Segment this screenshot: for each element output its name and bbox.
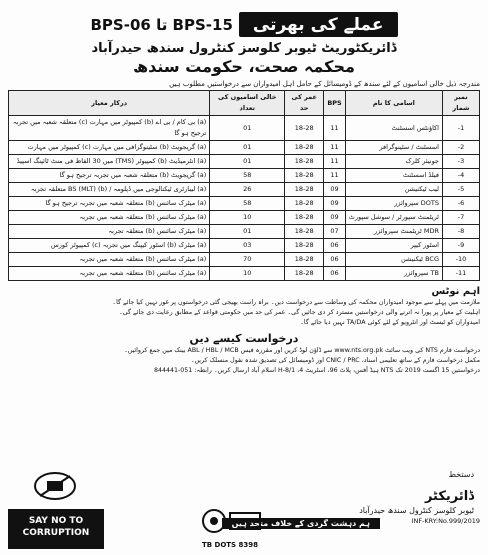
cell-count: 01 — [210, 155, 285, 169]
notes-title: اہم نوٹس — [431, 286, 480, 297]
cell-no: 11- — [442, 267, 479, 281]
footer — [8, 469, 480, 549]
cell-criteria: (a) انٹرمیڈیٹ (b) کمپیوٹر (TMS) میں 30 الفاظ فی منٹ ٹائپنگ اسپیڈ — [9, 155, 210, 169]
office-name: ڈائریکٹوریٹ ٹیوبر کلوسز کنٹرول سندھ حیدرآباد — [91, 41, 397, 56]
cell-age: 18-28 — [285, 225, 324, 239]
cell-bps: 09 — [324, 183, 345, 197]
cell-age: 18-28 — [285, 253, 324, 267]
list-item: مکمل درخواست فارم کے ساتھ تعلیمی اسناد، CNIC / PRC اور ڈومیسائل کی تصدیق شدہ نقول منسلک کریں۔ — [190, 357, 480, 364]
table-row — [9, 211, 480, 225]
cell-criteria: (a) بی کام / بی اے (b) کمپیوٹر میں مہارت (c) متعلقہ شعبہ میں تجربہ ترجیح ہو گا — [9, 116, 210, 141]
cell-bps: 06 — [324, 253, 345, 267]
intro-text: مندرجہ ذیل خالی اسامیوں کے لئے سندھ کے ڈومیسائل کے حامل اہل امیدواران سے درخواستیں مطلوب ہیں — [169, 80, 480, 88]
cell-bps: 09 — [324, 211, 345, 225]
cell-age: 18-28 — [285, 116, 324, 141]
cell-count: 01 — [210, 225, 285, 239]
title-band — [8, 12, 480, 37]
cell-bps: 11 — [324, 141, 345, 155]
table-row — [9, 253, 480, 267]
cell-criteria: (a) لیبارٹری ٹیکنالوجی میں ڈپلومہ / BS (MLT) (b) متعلقہ تجربہ — [9, 183, 210, 197]
cell-age: 18-28 — [285, 141, 324, 155]
cell-criteria: (a) میٹرک (b) اسٹور کیپنگ میں تجربہ (c) کمپیوٹر کورس — [9, 239, 210, 253]
cell-post: اسسٹنٹ / سٹینوگرافر — [345, 141, 442, 155]
cell-bps: 09 — [324, 197, 345, 211]
cell-post: فیلڈ اسسٹنٹ — [345, 169, 442, 183]
title-grades: BPS-06 تا BPS-15 — [90, 15, 233, 34]
cell-count: 58 — [210, 197, 285, 211]
cell-no: 5- — [442, 183, 479, 197]
cell-criteria: (a) میٹرک سائنس (b) متعلقہ شعبہ میں تجربہ — [9, 211, 210, 225]
slogan-banner: ہم دہشت گردی کے خلاف متحد ہیں — [222, 518, 380, 529]
cell-criteria: (a) میٹرک سائنس (b) متعلقہ شعبہ میں تجربہ ترجیح ہو گا — [9, 197, 210, 211]
cell-post: BCG ٹیکنیشن — [345, 253, 442, 267]
cell-post: ٹریٹمنٹ سپورٹر / سوشل سپورٹ — [345, 211, 442, 225]
cell-age: 18-28 — [285, 169, 324, 183]
apply-list — [8, 346, 480, 375]
cell-no: 4- — [442, 169, 479, 183]
table-header-row — [9, 91, 480, 116]
cell-bps: 11 — [324, 169, 345, 183]
cell-age: 18-28 — [285, 211, 324, 225]
table-row — [9, 169, 480, 183]
cell-criteria: (a) میٹرک سائنس (b) متعلقہ شعبہ میں تجربہ — [9, 267, 210, 281]
jobs-table — [8, 90, 480, 281]
cell-bps: 07 — [324, 225, 345, 239]
header-age: عمر کی حد — [285, 91, 324, 116]
cell-no: 7- — [442, 211, 479, 225]
cell-bps: 11 — [324, 155, 345, 169]
table-row — [9, 116, 480, 141]
no-corruption-badge: SAY NO TO CORRUPTION — [8, 509, 104, 549]
header-no: نمبر شمار — [442, 91, 479, 116]
notes-list — [8, 298, 480, 327]
cell-post: اسٹور کیپر — [345, 239, 442, 253]
cell-age: 18-28 — [285, 197, 324, 211]
list-item: اہلیت کے معیار پر پورا نہ اترنے والی درخواستیں مسترد کر دی جائیں گی۔ عمر کی حد میں حکومتی قواعد کے مطابق رعایت دی جائے گی۔ — [119, 309, 480, 316]
cell-no: 9- — [442, 239, 479, 253]
cell-criteria: (a) میٹرک سائنس (b) متعلقہ تجربہ — [9, 225, 210, 239]
table-body — [9, 116, 480, 281]
reference-number: INF-KRY:No.999/2019 — [411, 517, 480, 525]
cell-count: 58 — [210, 169, 285, 183]
cell-age: 18-28 — [285, 267, 324, 281]
table-row — [9, 239, 480, 253]
cell-no: 3- — [442, 155, 479, 169]
cell-criteria: (a) گریجویٹ (b) سٹینوگرافی میں مہارت (c) کمپیوٹر میں مہارت — [9, 141, 210, 155]
cell-post: اکاؤنٹس اسسٹنٹ — [345, 116, 442, 141]
cell-count: 01 — [210, 116, 285, 141]
cell-post: MDR ٹریٹمنٹ سپروائزر — [345, 225, 442, 239]
signature-label: دستخط — [448, 470, 474, 479]
cell-criteria: (a) گریجویٹ (b) متعلقہ شعبہ میں تجربہ ترجیح ہو گا — [9, 169, 210, 183]
table-row — [9, 141, 480, 155]
apply-title: درخواست کیسے دیں — [189, 332, 299, 345]
director-block — [359, 489, 474, 515]
cell-criteria: (a) میٹرک سائنس (b) متعلقہ شعبہ میں تجربہ — [9, 253, 210, 267]
cell-count: 10 — [210, 267, 285, 281]
cell-count: 01 — [210, 141, 285, 155]
no-corruption-icon — [32, 471, 78, 505]
cell-count: 26 — [210, 183, 285, 197]
director-title: ڈائریکٹر — [424, 489, 474, 504]
cell-no: 1- — [442, 116, 479, 141]
cell-count: 10 — [210, 211, 285, 225]
table-row — [9, 225, 480, 239]
header — [8, 12, 480, 76]
header-count: خالی اسامیوں کی تعداد — [210, 91, 285, 116]
director-office: ٹیوبر کلوسز کنٹرول سندھ حیدرآباد — [359, 506, 474, 515]
table-row — [9, 155, 480, 169]
list-item: درخواستیں 15 اگست 2019 تک NTS ہیڈ آفس، پلاٹ 96، اسٹریٹ 4، H-8/1 اسلام آباد ارسال کریں۔ رابطہ: 051-844441 — [153, 367, 480, 374]
department-name: محکمہ صحت، حکومت سندھ — [133, 57, 355, 76]
cell-no: 10- — [442, 253, 479, 267]
logo-text: TB DOTS 8398 — [201, 541, 259, 549]
cell-age: 18-28 — [285, 183, 324, 197]
list-item: ملازمت میں پہلے سے موجود امیدواران محکمہ کی وساطت سے درخواست دیں۔ براہ راست بھیجی گئی درخواستوں پر غور نہیں کیا جائے گا۔ — [112, 299, 480, 306]
list-item: درخواست فارم NTS کی ویب سائٹ www.nts.org.pk سے ڈاؤن لوڈ کریں اور مقررہ فیس ABL / HBL / MCB بینک میں جمع کروائیں۔ — [124, 347, 480, 354]
cell-age: 18-28 — [285, 155, 324, 169]
cell-post: جونیئر کلرک — [345, 155, 442, 169]
cell-count: 70 — [210, 253, 285, 267]
header-bps: BPS — [324, 91, 345, 116]
table-row — [9, 197, 480, 211]
header-post: اسامی کا نام — [345, 91, 442, 116]
cell-no: 8- — [442, 225, 479, 239]
cell-post: لیب ٹیکنیشن — [345, 183, 442, 197]
cell-post: TB سپروائزر — [345, 267, 442, 281]
table-row — [9, 183, 480, 197]
cell-bps: 06 — [324, 239, 345, 253]
table-row — [9, 267, 480, 281]
cell-bps: 11 — [324, 116, 345, 141]
list-item: امیدواران کو ٹیسٹ اور انٹرویو کے لئے کوئی TA/DA نہیں دیا جائے گا۔ — [300, 319, 480, 326]
cell-bps: 06 — [324, 267, 345, 281]
cell-count: 03 — [210, 239, 285, 253]
title-urdu: عملے کی بھرتی — [239, 12, 398, 37]
cell-no: 6- — [442, 197, 479, 211]
cell-age: 18-28 — [285, 239, 324, 253]
cell-no: 2- — [442, 141, 479, 155]
cell-post: DOTS سپروائزر — [345, 197, 442, 211]
header-criteria: درکار معیار — [9, 91, 210, 116]
